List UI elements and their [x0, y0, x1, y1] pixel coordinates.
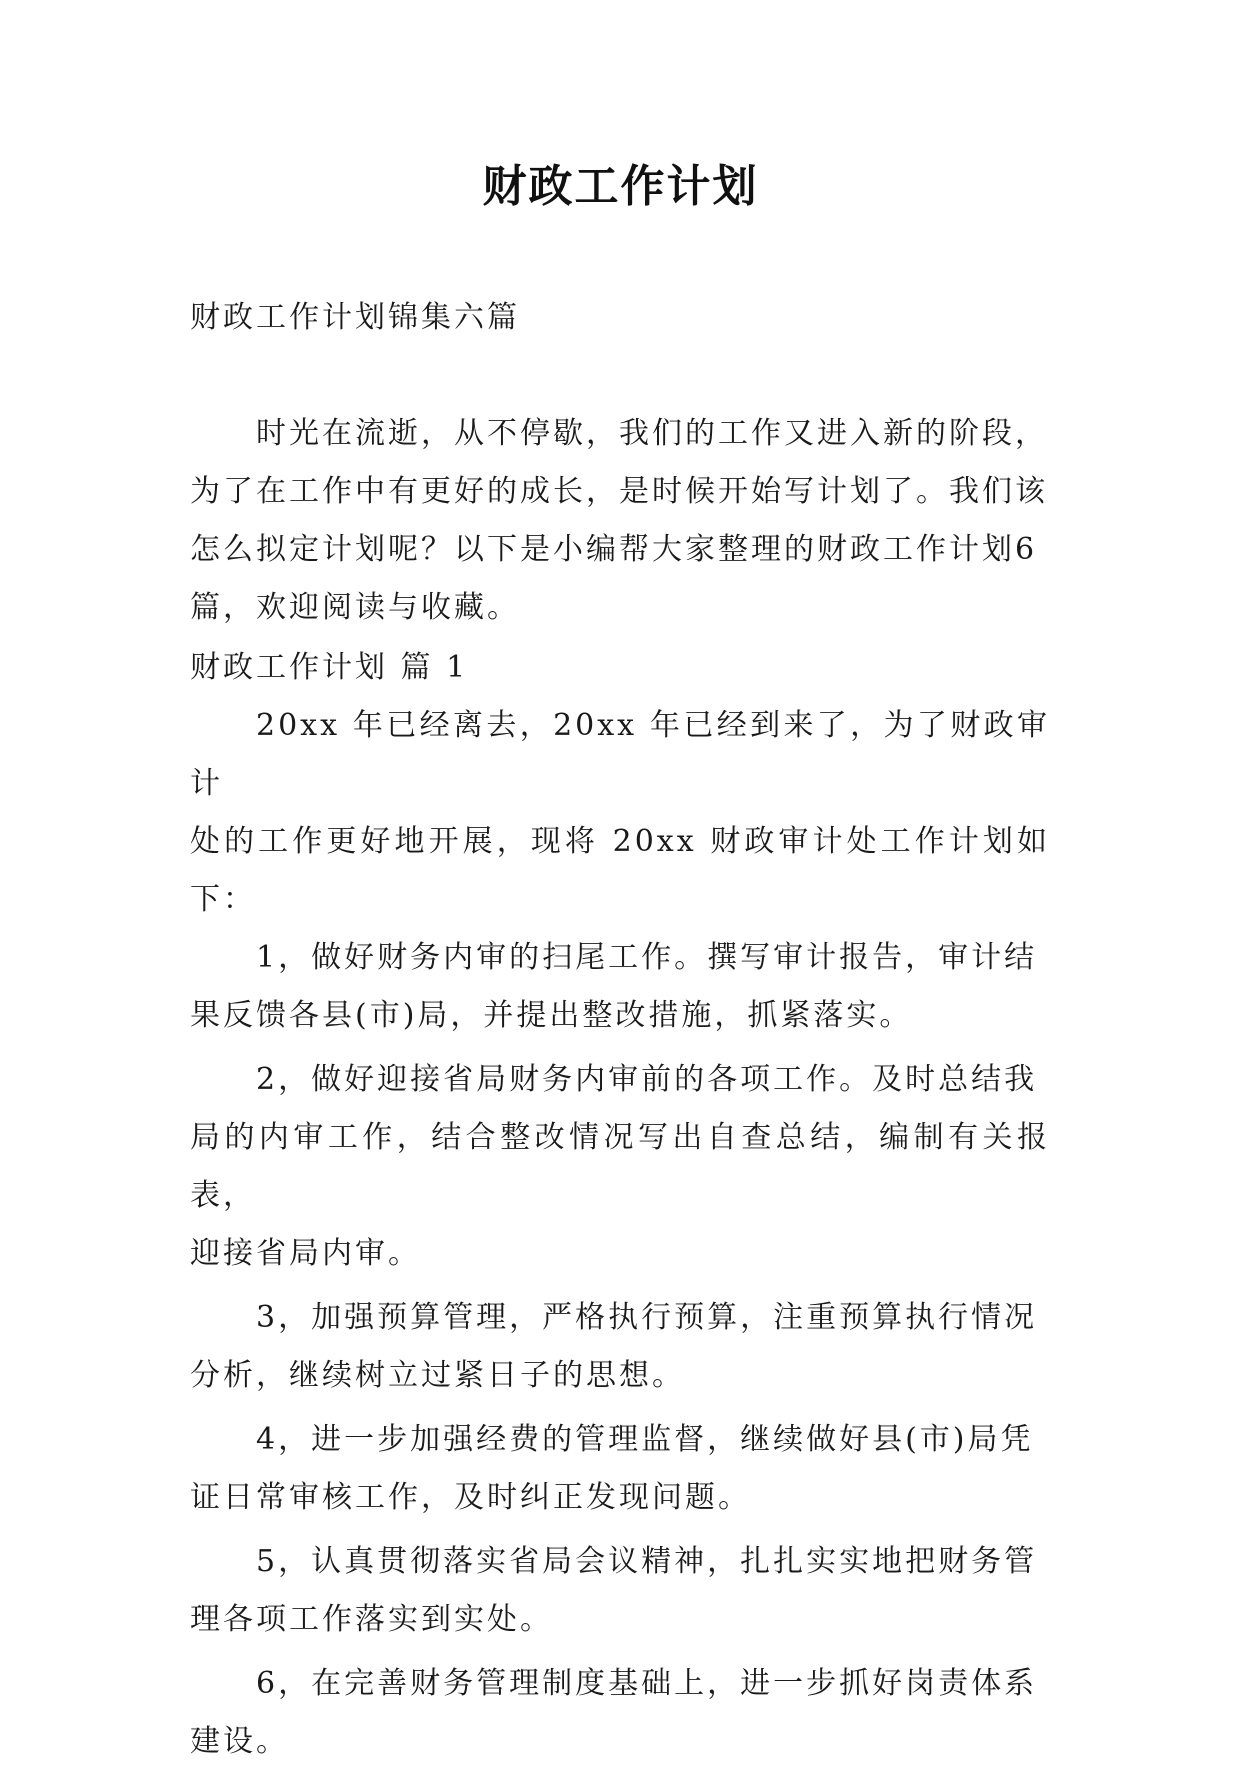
text-line: 篇，欢迎阅读与收藏。 — [190, 590, 520, 625]
text-line: 分析，继续树立过紧日子的思想。 — [190, 1358, 685, 1393]
text-line: 证日常审核工作，及时纠正发现问题。 — [190, 1480, 751, 1515]
text-line: 时光在流逝，从不停歇，我们的工作又进入新的阶段， — [256, 416, 1048, 451]
text-line: 迎接省局内审。 — [190, 1236, 421, 1271]
text-line: 2，做好迎接省局财务内审前的各项工作。及时总结我 — [256, 1062, 1038, 1097]
intro-paragraph — [190, 405, 1050, 637]
text-line: 5，认真贯彻落实省局会议精神，扎扎实实地把财务管 — [256, 1544, 1038, 1579]
text-line: 处的工作更好地开展，现将 20xx 财政审计处工作计划如下： — [190, 824, 1050, 917]
text-line: 为了在工作中有更好的成长，是时候开始写计划了。我们该 — [190, 474, 1048, 509]
document-body — [190, 405, 1050, 1777]
text-line: 理各项工作落实到实处。 — [190, 1602, 553, 1637]
text-line: 1，做好财务内审的扫尾工作。撰写审计报告，审计结 — [256, 940, 1038, 975]
list-item — [190, 1289, 1050, 1405]
text-line: 局的内审工作，结合整改情况写出自查总结，编制有关报表， — [190, 1120, 1050, 1213]
document-subtitle: 财政工作计划锦集六篇 — [190, 300, 520, 335]
section-heading: 财政工作计划 篇 1 — [190, 650, 469, 685]
text-line: 4，进一步加强经费的管理监督，继续做好县(市)局凭 — [256, 1422, 1034, 1457]
text-line: 建设。 — [190, 1724, 289, 1759]
list-item — [190, 929, 1050, 1045]
text-line: 果反馈各县(市)局，并提出整改措施，抓紧落实。 — [190, 998, 913, 1033]
list-item — [190, 1051, 1050, 1283]
section-intro-paragraph — [190, 697, 1050, 929]
page-title: 财政工作计划 — [482, 161, 759, 212]
list-item — [190, 1533, 1050, 1649]
list-item — [190, 1411, 1050, 1527]
text-line: 怎么拟定计划呢？以下是小编帮大家整理的财政工作计划6 — [190, 532, 1038, 567]
text-line: 20xx 年已经离去，20xx 年已经到来了，为了财政审计 — [190, 708, 1050, 801]
text-line: 6，在完善财务管理制度基础上，进一步抓好岗责体系 — [256, 1666, 1038, 1701]
text-line: 3，加强预算管理，严格执行预算，注重预算执行情况 — [256, 1300, 1038, 1335]
